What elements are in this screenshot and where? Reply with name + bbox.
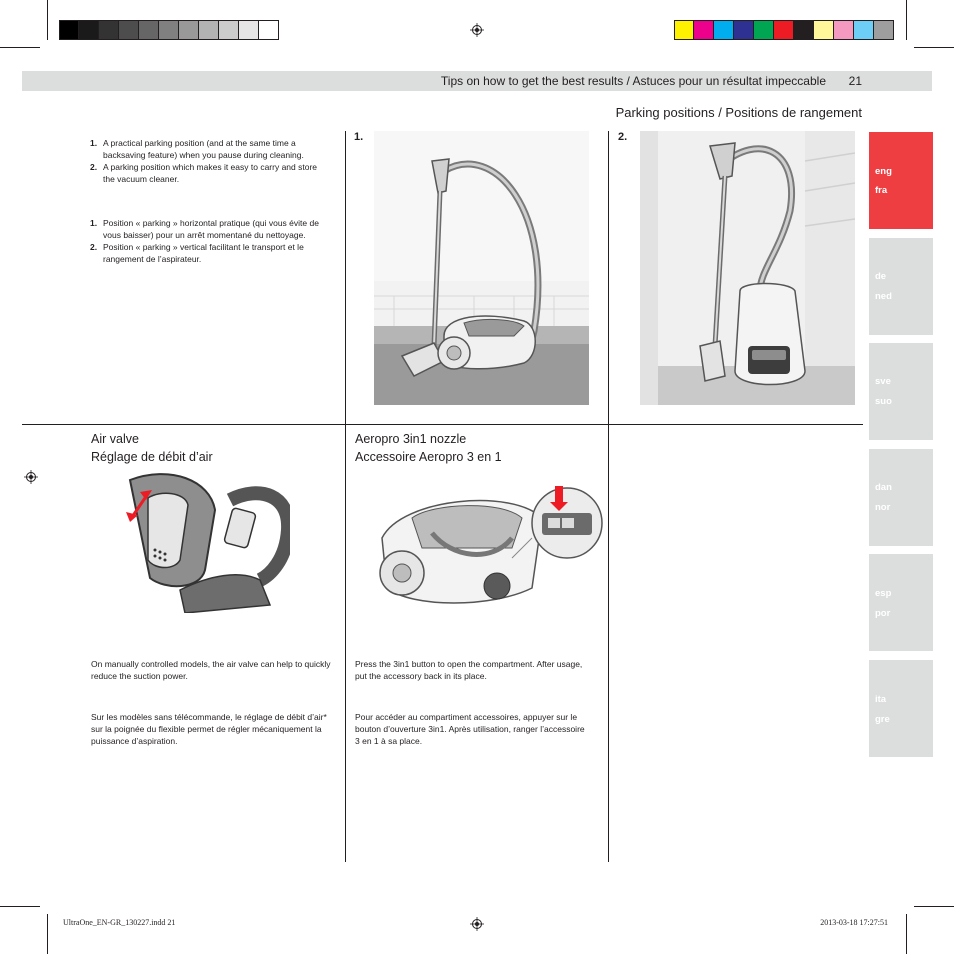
section-title: Parking positions / Positions de rangement [615,105,862,120]
color-swatch [159,20,179,40]
color-swatch [259,20,279,40]
header-title: Tips on how to get the best results / Astuces pour un résultat impeccable [440,74,826,88]
language-tab-esp-por[interactable] [869,554,933,651]
crop-mark [906,914,907,954]
color-swatch [79,20,99,40]
list-item: 2. A parking position which makes it easy to carry and store the vacuum cleaner. [90,162,318,184]
page-number: 21 [848,74,862,88]
parking-list-en [90,137,330,185]
aeropro-text-en: Press the 3in1 button to open the compartment. After usage, put the accessory back in its place. [355,659,583,681]
figure-1-label: 1. [354,131,364,143]
registration-mark-icon [470,23,484,37]
color-swatch [834,20,854,40]
crop-mark [906,0,907,40]
list-item: 1. Position « parking » horizontal pratique (qui vous évite de vous baisser) pour un arrêt momentané du nettoyage. [90,218,319,240]
crop-mark [47,0,48,40]
color-swatch [714,20,734,40]
footer-timestamp: 2013-03-18 17:27:51 [820,918,888,927]
tab-label: sve [875,376,891,387]
color-swatch [139,20,159,40]
column-divider [345,131,346,862]
color-swatch [854,20,874,40]
color-swatch [754,20,774,40]
registration-mark-icon [470,917,484,931]
tab-label: por [875,608,891,619]
registration-mark-icon [24,470,38,484]
aeropro-text-fr: Pour accéder au compartiment accessoires, appuyer sur le bouton d’ouverture 3in1. Après utilisation, ranger l’accessoire 3 en 1 à sa place. [355,712,585,746]
color-swatch [199,20,219,40]
tab-label: ned [875,291,892,302]
color-swatch [674,20,694,40]
vacuum-vertical-parking-illustration [640,131,855,405]
language-tab-de-ned[interactable] [869,238,933,335]
crop-mark [0,906,40,907]
color-swatch [774,20,794,40]
aeropro-title-fr: Accessoire Aeropro 3 en 1 [355,450,502,464]
tab-label: dan [875,482,892,493]
tab-label: eng [875,166,892,177]
aeropro-nozzle-illustration [362,478,607,613]
crop-mark [0,47,40,48]
color-swatch [694,20,714,40]
color-swatch [179,20,199,40]
language-tab-sve-suo[interactable] [869,343,933,440]
color-swatch [794,20,814,40]
color-swatch [734,20,754,40]
air-valve-text-fr: Sur les modèles sans télécommande, le réglage de débit d’air* sur la poignée du flexible permet de régler mécaniquement la puissance d’aspiration. [91,712,327,746]
crop-mark [914,47,954,48]
tab-label: esp [875,588,892,599]
color-swatch [814,20,834,40]
language-tab-eng-fra[interactable] [869,132,933,229]
vacuum-horizontal-parking-illustration [374,131,589,405]
air-valve-text-en: On manually controlled models, the air valve can help to quickly reduce the suction power. [91,659,331,681]
parking-list-fr [90,217,330,265]
tab-label: gre [875,714,890,725]
air-valve-title-en: Air valve [91,432,139,446]
list-item: 2. Position « parking » vertical facilitant le transport et le rangement de l’aspirateur. [90,242,304,264]
tab-label: suo [875,396,892,407]
tab-label: nor [875,502,891,513]
language-tab-dan-nor[interactable] [869,449,933,546]
crop-mark [914,906,954,907]
crop-mark [47,914,48,954]
color-swatch [119,20,139,40]
column-divider [608,131,609,862]
color-swatch [219,20,239,40]
color-swatch [59,20,79,40]
tab-label: de [875,271,887,282]
air-valve-illustration [110,470,290,613]
tab-label: fra [875,185,888,196]
tab-label: ita [875,694,887,705]
figure-2-label: 2. [618,131,628,143]
page-header [22,71,932,91]
color-swatch [99,20,119,40]
air-valve-title-fr: Réglage de débit d’air [91,450,213,464]
row-divider [22,424,863,425]
footer-file-info: UltraOne_EN-GR_130227.indd 21 [63,918,176,927]
aeropro-title-en: Aeropro 3in1 nozzle [355,432,467,446]
color-swatch [874,20,894,40]
language-tab-ita-gre[interactable] [869,660,933,757]
color-swatch [239,20,259,40]
list-item: 1. A practical parking position (and at the same time a backsaving feature) when you pause during cleaning. [90,138,304,160]
